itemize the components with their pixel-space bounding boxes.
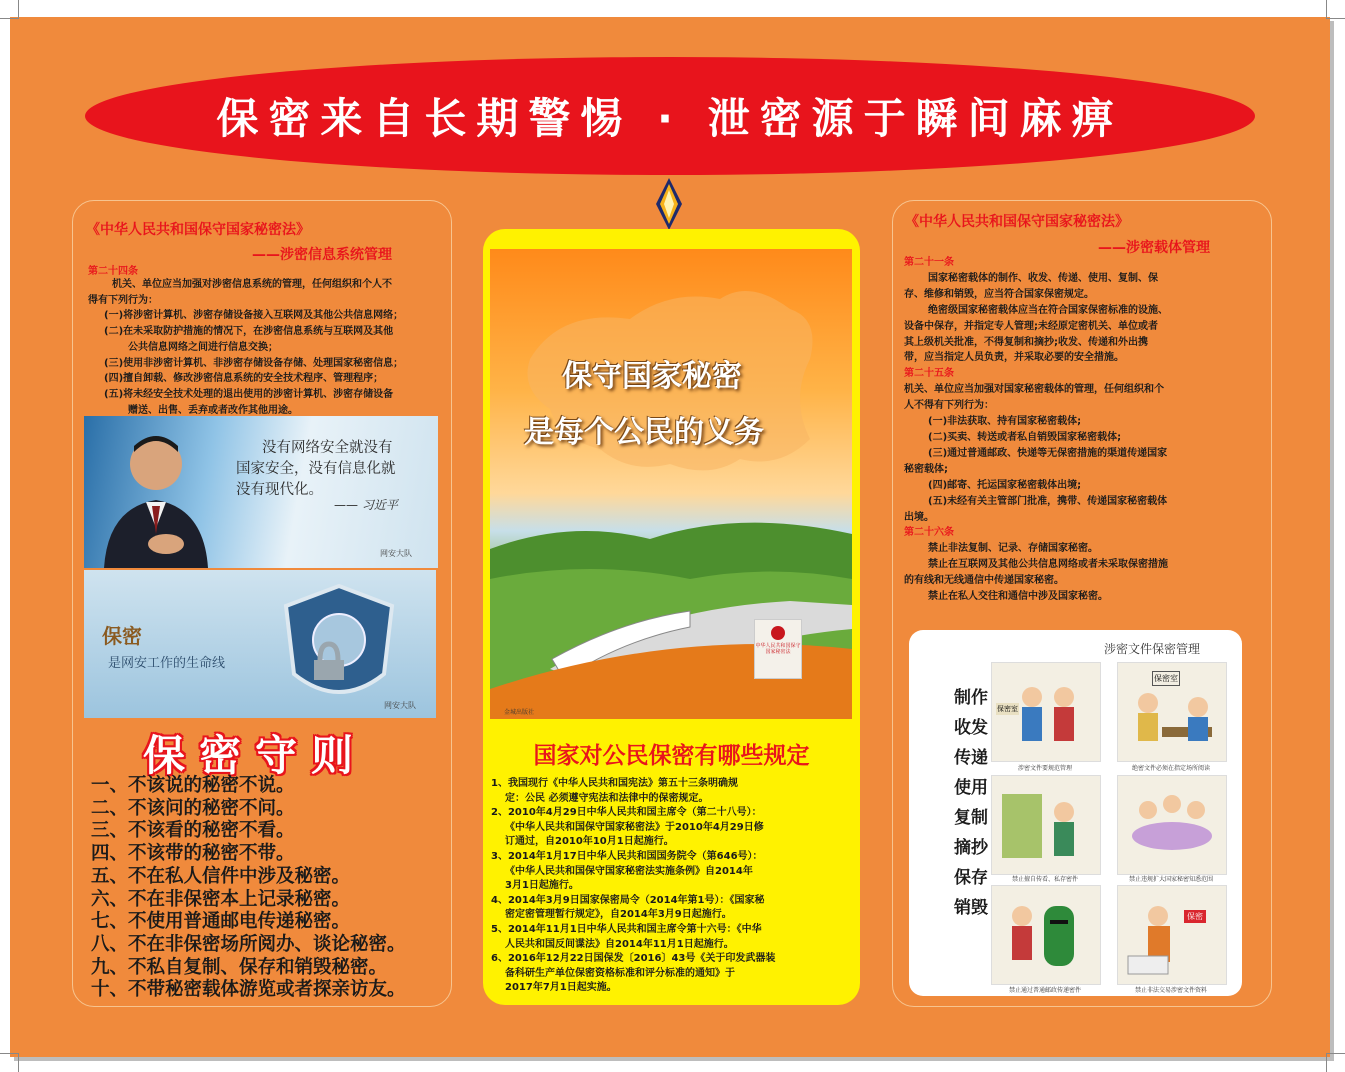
right-article-text	[904, 255, 1260, 605]
slogan-banner	[85, 57, 1255, 175]
verb-item: 复制	[954, 808, 988, 828]
cartoon-cell	[1117, 775, 1227, 875]
sign-text: 保密室	[997, 705, 1018, 713]
verb-item: 使用	[954, 778, 988, 798]
cartoon-title: 涉密文件保密管理	[1104, 642, 1201, 656]
paragraph-line: 其上级机关批准，不得复制和摘抄;收发、传递和外出携	[904, 336, 1148, 348]
poster-title-line2: 是每个公民的义务	[524, 415, 764, 450]
regulation-line: 6、2016年12月22日国保发〔2016〕43号《关于印发武器装	[491, 953, 776, 965]
emblem-icon	[771, 626, 785, 640]
regulation-line: 3月1日起施行。	[505, 880, 579, 892]
paragraph-line: (二)买卖、转送或者私自销毁国家秘密载体;	[928, 431, 1122, 443]
slogan-text: 保密来自长期警惕 · 泄密源于瞬间麻痹	[216, 94, 1124, 143]
paragraph-line: (五)将未经安全技术处理的退出使用的涉密计算机、涉密存储设备	[104, 388, 394, 400]
paragraph-line: 禁止非法复制、记录、存储国家秘密。	[928, 543, 1098, 555]
paragraph-line: 出境。	[904, 511, 934, 523]
left-law-title: 《中华人民共和国保守国家秘密法》	[86, 222, 310, 238]
cartoon-caption: 禁止擅自传看、私存密件	[1011, 876, 1078, 883]
quote-line: 国家安全，没有信息化就	[236, 461, 396, 477]
rule-item: 十、不带秘密载体游览或者探亲访友。	[91, 979, 406, 1001]
book-cover	[754, 619, 802, 679]
regulation-line: 《中华人民共和国保守国家秘密法实施条例》自2014年	[505, 865, 753, 877]
book-poster	[490, 249, 852, 719]
paragraph-line: 禁止在互联网及其他公共信息网络或者未采取保密措施	[928, 559, 1168, 571]
paragraph-line: 秘密载体;	[904, 463, 948, 475]
regulation-line: 《中华人民共和国保守国家秘密法》于2010年4月29日修	[505, 821, 764, 833]
cartoon-caption: 禁止通过普通邮政传递密件	[1008, 987, 1081, 994]
paragraph-line: 公共信息网络之间进行信息交换；	[128, 341, 278, 353]
corner-mark	[0, 1053, 19, 1072]
rules-list	[91, 775, 406, 1002]
verb-item: 销毁	[954, 898, 988, 918]
paragraph-line: (三)使用非涉密计算机、非涉密存储设备存储、处理国家秘密信息；	[104, 357, 404, 369]
paragraph-line: (二)在未采取防护措施的情况下，在涉密信息系统与互联网及其他	[104, 326, 394, 338]
paragraph-line: 人不得有下列行为：	[904, 400, 994, 412]
corner-mark	[0, 0, 19, 19]
sign-text: 保密	[1184, 910, 1206, 923]
rule-item: 五、不在私人信件中涉及秘密。	[91, 865, 351, 887]
security-line: 是网安工作的生命线	[108, 656, 226, 671]
regulation-line: 密定密管理暂行规定》，自2014年3月9日起施行。	[505, 909, 732, 921]
corner-mark	[1326, 0, 1345, 19]
paragraph-line: 存、维修和销毁，应当符合国家保密规定。	[904, 288, 1094, 300]
paragraph-line: 得有下列行为：	[88, 294, 158, 306]
left-law-subtitle: ——涉密信息系统管理	[252, 247, 392, 263]
rule-item: 二、不该问的秘密不问。	[91, 797, 295, 819]
cartoon-cell	[1117, 662, 1227, 762]
rule-item: 八、不在非保密场所阅办、谈论秘密。	[91, 933, 406, 955]
verb-item: 制作	[954, 688, 988, 708]
portrait-figure	[94, 416, 214, 568]
rule-item: 七、不使用普通邮电传递秘密。	[91, 911, 351, 933]
regulation-list	[491, 777, 853, 996]
diamond-ornament-icon	[656, 178, 682, 230]
verb-item: 摘抄	[954, 838, 988, 858]
left-article-text	[88, 262, 440, 418]
cartoon-caption: 绝密文件必须在指定场所阅读	[1131, 765, 1210, 772]
regulation-line: 人民共和国反间谍法》自2014年11月1日起施行。	[505, 938, 734, 950]
verb-item: 传递	[954, 748, 988, 768]
paragraph-line: 禁止在私人交往和通信中涉及国家秘密。	[928, 591, 1108, 603]
regulation-line: 订通过，自2010年10月1日起施行。	[505, 836, 674, 848]
paragraph-line: 机关、单位应当加强对国家秘密载体的管理，任何组织和个	[904, 384, 1164, 396]
paragraph-line: 设备中保存，并指定专人管理;未经原定密机关、单位或者	[904, 320, 1158, 332]
paragraph-line: (四)邮寄、托运国家秘密载体出境;	[928, 479, 1082, 491]
regulation-line: 2、2010年4月29日中华人民共和国主席令（第二十八号）：	[491, 807, 762, 819]
quote-text	[236, 438, 396, 501]
article-heading: 第二十五条	[904, 368, 954, 380]
poster-title-line1: 保守国家秘密	[562, 359, 742, 394]
meeting-cartoon-icon	[1118, 776, 1226, 874]
quote-line: 没有现代化。	[236, 482, 323, 498]
article-heading: 第二十一条	[904, 257, 954, 268]
rule-item: 四、不该带的秘密不带。	[91, 843, 295, 865]
paragraph-line: (一)非法获取、持有国家秘密载体;	[928, 416, 1082, 428]
rule-item: 六、不在非保密本上记录秘密。	[91, 888, 351, 910]
mailbox-cartoon-icon	[992, 886, 1100, 984]
quote-image	[84, 416, 438, 568]
rule-item: 九、不私自复制、保存和销毁秘密。	[91, 956, 388, 978]
image-footer-text: 网安大队	[380, 549, 412, 558]
cartoon-caption: 涉密文件要规范管理	[1017, 765, 1072, 772]
article-heading: 第二十六条	[904, 527, 954, 539]
sign-text: 保密室	[1152, 671, 1180, 686]
center-heading: 国家对公民保密有哪些规定	[533, 743, 810, 769]
trade-cartoon-icon	[1118, 886, 1226, 984]
verb-item: 收发	[954, 718, 988, 738]
cartoon-cell	[991, 885, 1101, 985]
verb-item: 保存	[954, 868, 988, 888]
quote-line: 没有网络安全就没有	[262, 440, 393, 456]
paragraph-line: 赠送、出售、丢弃或者改作其他用途。	[128, 404, 298, 416]
regulation-line: 1、我国现行《中华人民共和国宪法》第五十三条明确规	[491, 778, 738, 789]
cartoon-cell	[991, 662, 1101, 762]
rule-item: 三、不该看的秘密不看。	[91, 820, 295, 842]
regulation-line: 定：公民 必须遵守宪法和法律中的保密规定。	[505, 792, 709, 804]
image-footer-text: 网安大队	[384, 701, 416, 710]
regulation-line: 5、2014年11月1日中华人民共和国主席令第十六号：《中华	[491, 923, 762, 935]
regulation-line: 备科研生产单位保密资格标准和评分标准的通知》于	[505, 967, 735, 979]
cabinet-cartoon-icon	[992, 776, 1100, 874]
regulation-line: 3、2014年1月17日中华人民共和国国务院令（第646号）：	[491, 850, 763, 862]
shield-lock-icon	[274, 582, 404, 712]
book-title: 中华人民共和国保守国家秘密法	[755, 643, 801, 655]
paragraph-line: (五)未经有关主管部门批准，携带、传递国家秘密载体	[928, 495, 1168, 507]
paragraph-line: (三)通过普通邮政、快递等无保密措施的渠道传递国家	[928, 447, 1168, 459]
cartoon-caption: 禁止非法交易涉密文件资料	[1134, 987, 1207, 994]
paragraph-line: 带，应当指定人员负责，并采取必要的安全措施。	[904, 352, 1124, 364]
security-word: 保密	[102, 624, 142, 648]
corner-mark	[1326, 1053, 1345, 1072]
cartoon-caption: 禁止违规扩大国家秘密知悉范围	[1128, 876, 1213, 883]
cartoon-verbs	[954, 683, 988, 923]
right-law-title: 《中华人民共和国保守国家秘密法》	[905, 214, 1129, 230]
right-law-subtitle: ——涉密载体管理	[1098, 240, 1210, 256]
paragraph-line: 国家秘密载体的制作、收发、传递、使用、复制、保	[928, 272, 1158, 284]
quote-signature: —— 习近平	[334, 498, 398, 512]
cartoon-cell	[991, 775, 1101, 875]
publisher-text: 金城出版社	[504, 709, 535, 716]
regulation-line: 2017年7月1日起实施。	[505, 982, 617, 994]
regulation-line: 4、2014年3月9日国家保密局令（2014年第1号）：《国家秘	[491, 894, 765, 906]
paragraph-line: (一)将涉密计算机、涉密存储设备接入互联网及其他公共信息网络；	[104, 310, 404, 322]
article-heading: 第二十四条	[88, 266, 138, 277]
cartoon-cell	[1117, 885, 1227, 985]
paragraph-line: 的有线和无线通信中传递国家秘密。	[904, 575, 1064, 587]
security-image	[84, 570, 436, 718]
rule-item: 一、不该说的秘密不说。	[91, 775, 295, 796]
paragraph-line: 绝密级国家秘密载体应当在符合国家保密标准的设施、	[928, 304, 1168, 316]
paragraph-line: (四)擅自卸载、修改涉密信息系统的安全技术程序、管理程序；	[104, 373, 384, 385]
rules-title: 保密守则	[143, 731, 368, 780]
paragraph-line: 机关、单位应当加强对涉密信息系统的管理，任何组织和个人不	[112, 279, 392, 290]
